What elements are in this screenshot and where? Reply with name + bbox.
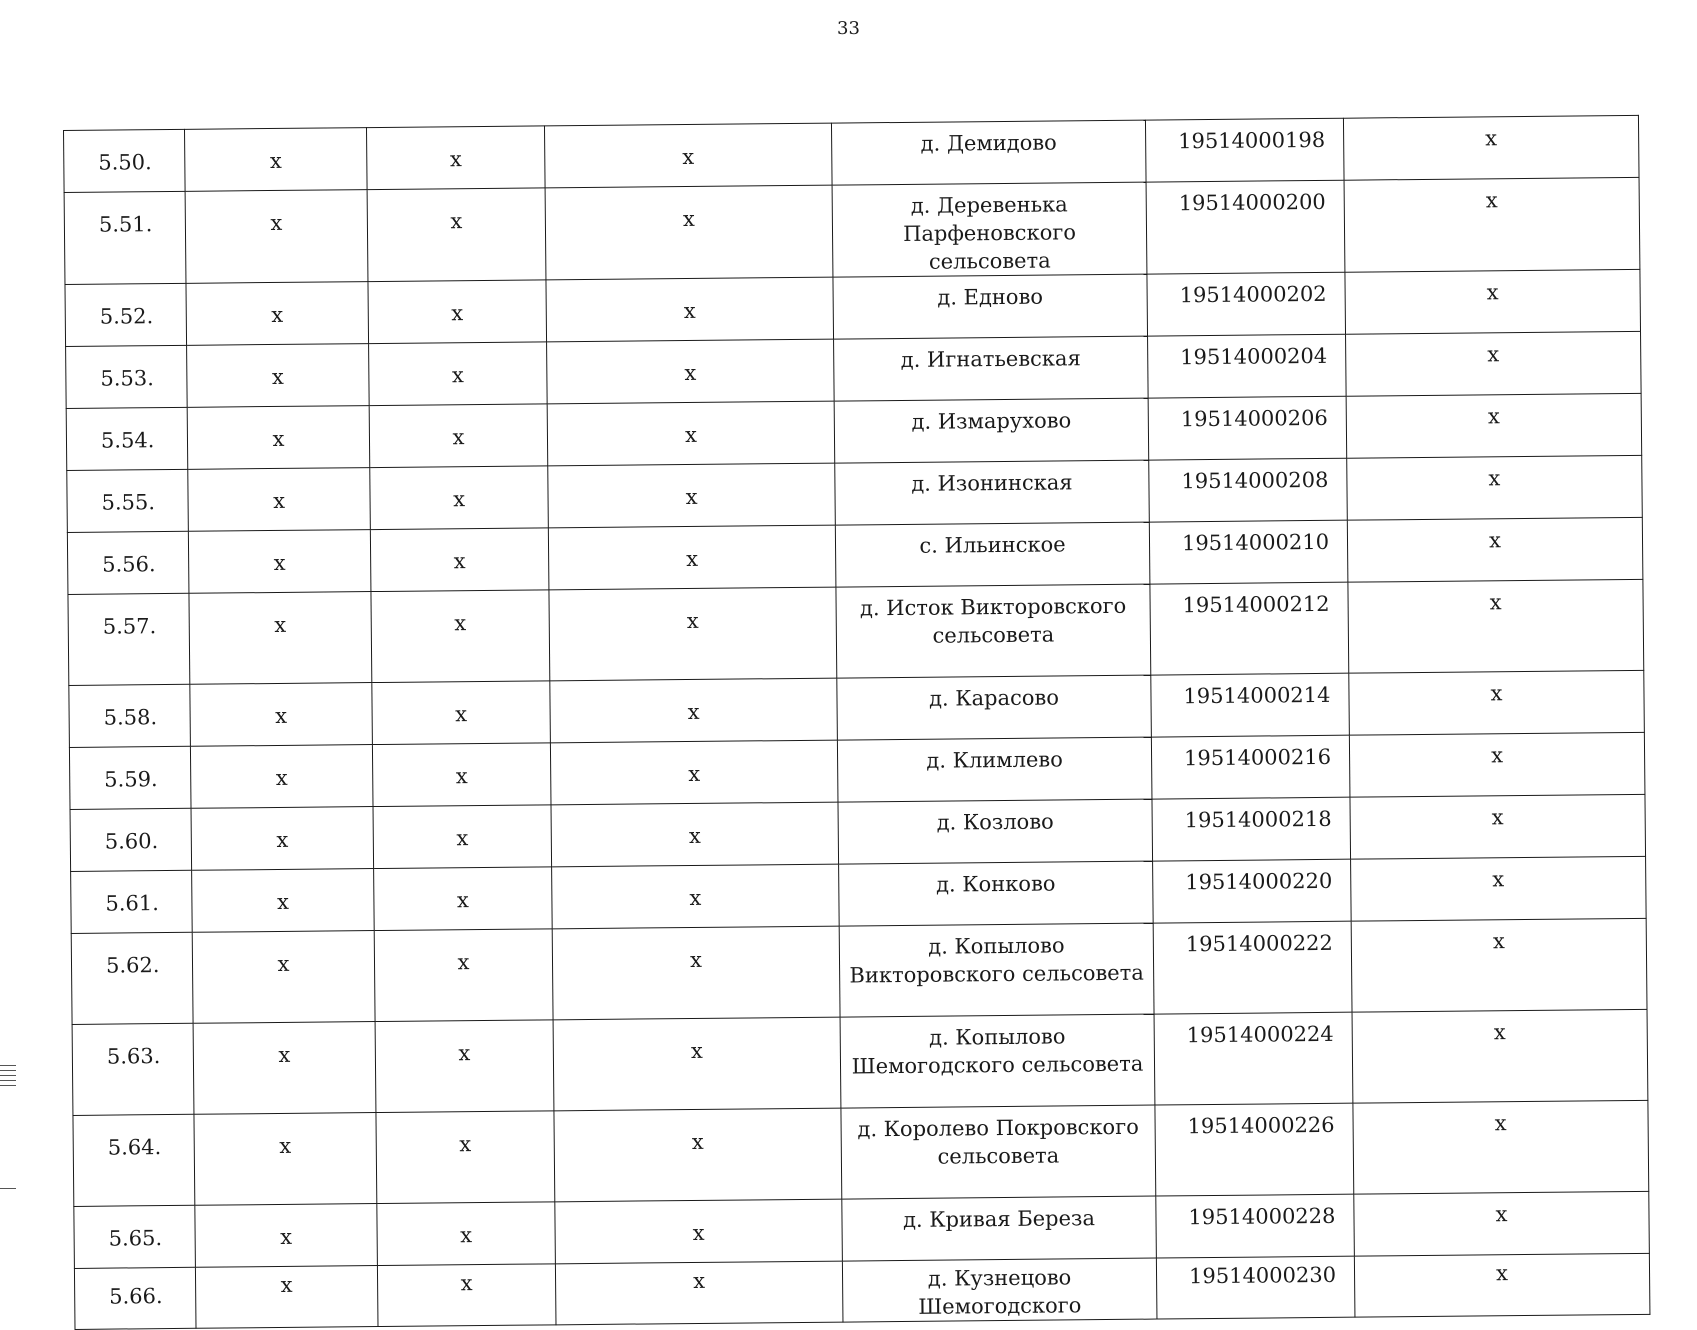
oktmo-code-cell: 19514000202 — [1147, 272, 1346, 336]
placeholder-cell: х — [189, 592, 372, 685]
oktmo-code-cell: 19514000198 — [1145, 118, 1344, 182]
oktmo-code-cell: 19514000228 — [1156, 1194, 1355, 1258]
placeholder-cell: х — [193, 1022, 376, 1115]
placeholder-cell: х — [372, 681, 551, 745]
settlement-name-cell: д. Демидово — [831, 120, 1146, 185]
row-number-cell: 5.65. — [74, 1205, 196, 1268]
settlements-table — [63, 115, 1650, 1330]
oktmo-code-cell: 19514000206 — [1148, 396, 1347, 460]
placeholder-cell: х — [185, 190, 368, 284]
oktmo-code-cell: 19514000210 — [1149, 520, 1348, 584]
placeholder-cell: х — [1345, 269, 1641, 334]
oktmo-code-cell: 19514000226 — [1155, 1103, 1354, 1196]
placeholder-cell: х — [191, 807, 374, 871]
oktmo-code-cell: 19514000224 — [1154, 1012, 1353, 1105]
placeholder-cell: х — [1354, 1253, 1650, 1317]
row-number-cell: 5.53. — [66, 345, 188, 408]
placeholder-cell: х — [1352, 1009, 1648, 1103]
margin-line — [0, 1188, 16, 1189]
oktmo-code-cell: 19514000230 — [1156, 1256, 1355, 1319]
oktmo-code-cell: 19514000214 — [1151, 673, 1350, 737]
placeholder-cell: х — [550, 740, 838, 805]
placeholder-cell: х — [374, 867, 553, 931]
settlement-name-cell: д. Кузнецово Шемогодского — [842, 1258, 1157, 1322]
placeholder-cell: х — [550, 678, 838, 743]
placeholder-cell: х — [547, 401, 835, 466]
row-number-cell: 5.64. — [73, 1114, 195, 1206]
placeholder-cell: х — [374, 929, 553, 1022]
placeholder-cell: х — [369, 404, 548, 468]
placeholder-cell: х — [368, 280, 547, 344]
settlement-name-cell: д. Козлово — [838, 799, 1153, 864]
placeholder-cell: х — [369, 342, 548, 406]
placeholder-cell: х — [190, 745, 373, 809]
row-number-cell: 5.58. — [69, 684, 191, 747]
settlement-name-cell: д. Королево Покровского сельсовета — [841, 1105, 1156, 1199]
settlement-name-cell: д. Изонинская — [835, 460, 1150, 525]
placeholder-cell: х — [552, 864, 840, 929]
placeholder-cell: х — [554, 1108, 842, 1202]
placeholder-cell: х — [1353, 1100, 1649, 1194]
row-number-cell: 5.52. — [65, 283, 187, 346]
oktmo-code-cell: 19514000212 — [1150, 582, 1349, 675]
settlement-name-cell: д. Карасово — [837, 675, 1152, 740]
placeholder-cell: х — [1348, 579, 1644, 673]
placeholder-cell: х — [555, 1261, 843, 1325]
placeholder-cell: х — [184, 128, 367, 192]
placeholder-cell: х — [1347, 517, 1643, 582]
placeholder-cell: х — [370, 466, 549, 530]
row-number-cell: 5.61. — [71, 870, 193, 933]
table-row — [71, 918, 1647, 1024]
oktmo-code-cell: 19514000220 — [1153, 859, 1352, 923]
placeholder-cell: х — [551, 802, 839, 867]
placeholder-cell: х — [366, 126, 545, 190]
settlement-name-cell: д. Климлево — [837, 737, 1152, 802]
placeholder-cell: х — [190, 683, 373, 747]
placeholder-cell: х — [194, 1113, 377, 1206]
table-row — [68, 579, 1644, 685]
placeholder-cell: х — [553, 1017, 841, 1111]
placeholder-cell: х — [1346, 331, 1642, 396]
settlement-name-cell: д. Деревенька Парфеновского сельсовета — [832, 182, 1147, 277]
settlement-name-cell: д. Измарухово — [834, 398, 1149, 463]
placeholder-cell: х — [1349, 670, 1645, 735]
oktmo-code-cell: 19514000216 — [1151, 735, 1350, 799]
row-number-cell: 5.50. — [64, 129, 186, 192]
placeholder-cell: х — [1347, 455, 1643, 520]
table-row — [72, 1009, 1648, 1115]
placeholder-cell: х — [188, 468, 371, 532]
settlement-name-cell: д. Кривая Береза — [842, 1196, 1157, 1261]
placeholder-cell: х — [1354, 1191, 1650, 1256]
settlement-name-cell: д. Игнатьевская — [834, 336, 1149, 401]
oktmo-code-cell: 19514000222 — [1153, 921, 1352, 1014]
placeholder-cell: х — [1344, 177, 1640, 272]
placeholder-cell: х — [1351, 856, 1647, 921]
placeholder-cell: х — [187, 344, 370, 408]
placeholder-cell: х — [371, 590, 550, 683]
settlement-name-cell: д. Копылово Викторовского сельсовета — [839, 923, 1154, 1017]
row-number-cell: 5.51. — [64, 191, 186, 284]
placeholder-cell: х — [373, 805, 552, 869]
row-number-cell: 5.62. — [71, 932, 193, 1024]
placeholder-cell: х — [372, 743, 551, 807]
placeholder-cell: х — [1343, 115, 1639, 180]
settlements-table-wrapper — [63, 115, 1649, 1330]
placeholder-cell: х — [549, 587, 837, 681]
oktmo-code-cell: 19514000200 — [1146, 180, 1345, 274]
placeholder-cell: х — [546, 277, 834, 342]
row-number-cell: 5.55. — [67, 469, 189, 532]
placeholder-cell: х — [187, 406, 370, 470]
placeholder-cell: х — [552, 926, 840, 1020]
placeholder-cell: х — [192, 931, 375, 1024]
page-number: 33 — [837, 18, 860, 39]
row-number-cell: 5.66. — [74, 1267, 196, 1329]
row-number-cell: 5.56. — [67, 531, 189, 594]
placeholder-cell: х — [188, 530, 371, 594]
row-number-cell: 5.60. — [70, 808, 192, 871]
placeholder-cell: х — [547, 339, 835, 404]
placeholder-cell: х — [192, 869, 375, 933]
placeholder-cell: х — [377, 1202, 556, 1266]
placeholder-cell: х — [1349, 732, 1645, 797]
placeholder-cell: х — [548, 525, 836, 590]
placeholder-cell: х — [1350, 794, 1646, 859]
settlement-name-cell: д. Исток Викторовского сельсовета — [836, 584, 1151, 678]
table-body — [64, 115, 1650, 1329]
placeholder-cell: х — [375, 1020, 554, 1113]
placeholder-cell: х — [377, 1264, 556, 1327]
placeholder-cell: х — [555, 1199, 843, 1264]
placeholder-cell: х — [376, 1111, 555, 1204]
placeholder-cell: х — [1346, 393, 1642, 458]
settlement-name-cell: с. Ильинское — [835, 522, 1150, 587]
placeholder-cell: х — [544, 123, 832, 188]
table-row — [73, 1100, 1649, 1206]
placeholder-cell: х — [1351, 918, 1647, 1012]
oktmo-code-cell: 19514000218 — [1152, 797, 1351, 861]
settlement-name-cell: д. Едново — [833, 274, 1148, 339]
margin-marks — [0, 1065, 16, 1090]
settlement-name-cell: д. Конково — [839, 861, 1154, 926]
table-row — [64, 177, 1640, 284]
placeholder-cell: х — [195, 1204, 378, 1268]
placeholder-cell: х — [195, 1266, 378, 1329]
placeholder-cell: х — [367, 188, 546, 282]
oktmo-code-cell: 19514000208 — [1149, 458, 1348, 522]
placeholder-cell: х — [545, 185, 833, 280]
settlement-name-cell: д. Копылово Шемогодского сельсовета — [840, 1014, 1155, 1108]
oktmo-code-cell: 19514000204 — [1148, 334, 1347, 398]
placeholder-cell: х — [548, 463, 836, 528]
row-number-cell: 5.54. — [66, 407, 188, 470]
placeholder-cell: х — [186, 282, 369, 346]
placeholder-cell: х — [370, 528, 549, 592]
row-number-cell: 5.59. — [69, 746, 191, 809]
row-number-cell: 5.57. — [68, 593, 190, 685]
row-number-cell: 5.63. — [72, 1023, 194, 1115]
